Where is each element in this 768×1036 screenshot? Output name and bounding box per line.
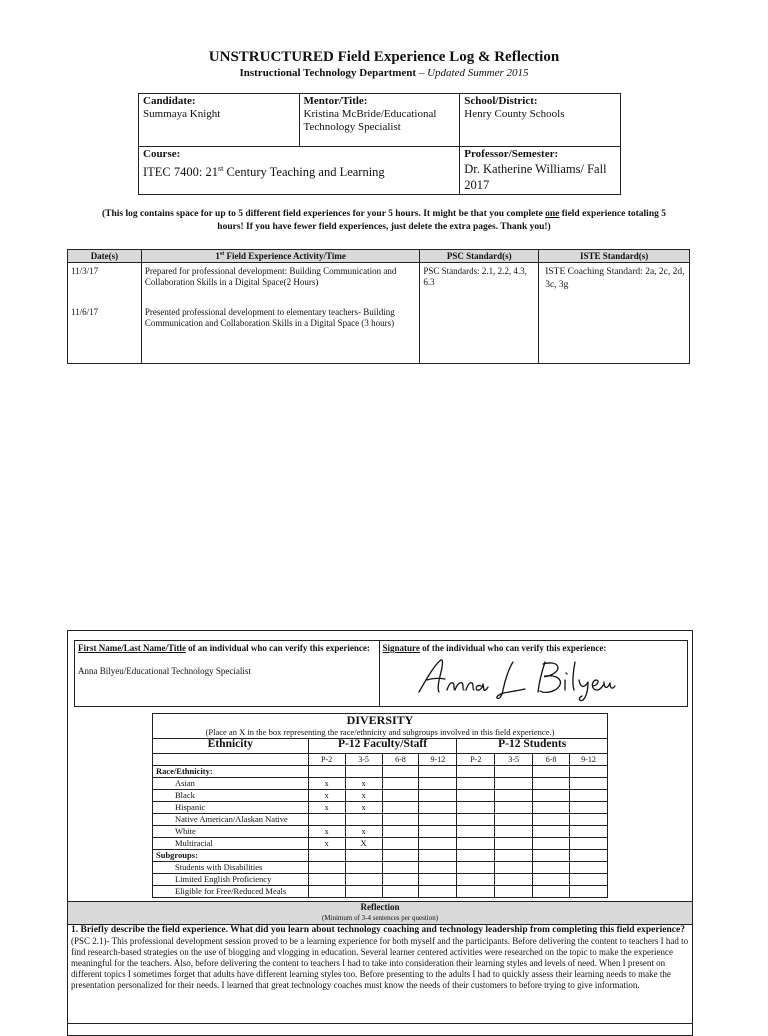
diversity-mark [533, 886, 570, 898]
diversity-mark [457, 874, 495, 886]
diversity-mark [533, 790, 570, 802]
diversity-mark [495, 862, 533, 874]
updated-date: Updated Summer 2015 [427, 67, 529, 79]
verifier-name-label [78, 643, 370, 653]
field-experience-log-table [67, 249, 690, 364]
reflection-subtitle: (Minimum of 3-4 sentences per question) [321, 914, 439, 922]
race-label: Black [153, 790, 309, 802]
page-title: UNSTRUCTURED Field Experience Log & Reflection [208, 49, 560, 65]
diversity-mark [495, 826, 533, 838]
subgroup-row [153, 862, 608, 874]
diversity-mark [382, 862, 419, 874]
course-cell [139, 147, 460, 195]
candidate-cell [139, 94, 300, 147]
course-label: Course: [143, 148, 181, 160]
psc-standards: PSC Standards: 2.1, 2.2, 4.3, 6.3 [420, 263, 539, 364]
race-label: Multiracial [153, 838, 309, 850]
school-label: School/District: [464, 95, 538, 107]
diversity-mark [495, 874, 533, 886]
course-code: ITEC 7400: 21 [143, 165, 218, 180]
race-row [153, 778, 608, 790]
race-row [153, 802, 608, 814]
diversity-mark [382, 814, 419, 826]
diversity-mark [382, 778, 419, 790]
diversity-mark [419, 790, 457, 802]
diversity-mark [495, 790, 533, 802]
activities-cell [141, 263, 419, 364]
candidate-info-table [138, 93, 621, 195]
page-subtitle [0, 67, 768, 79]
race-label: White [153, 826, 309, 838]
dates-cell [68, 263, 142, 364]
subgroup-label: Limited English Proficiency [153, 874, 309, 886]
signature-label [383, 643, 607, 653]
grade-label: 9-12 [419, 754, 457, 766]
note-part-2: field experience totaling 5 hours! If you have fewer field experiences, just delete the extra pages. Thank you!) [217, 209, 666, 232]
diversity-mark [345, 886, 382, 898]
diversity-mark [533, 802, 570, 814]
verification-table [74, 640, 688, 707]
diversity-mark [495, 778, 533, 790]
signature-cell [379, 641, 687, 707]
diversity-mark [308, 874, 345, 886]
diversity-mark [419, 778, 457, 790]
diversity-instruction: (Place an X in the box representing the race/ethnicity and subgroups involved in this field experience.) [205, 727, 555, 737]
diversity-mark [570, 802, 608, 814]
diversity-mark [570, 790, 608, 802]
grade-row-blank [153, 754, 309, 766]
signature-area [383, 654, 684, 704]
handwritten-signature [417, 656, 617, 702]
grade-label: 9-12 [570, 754, 608, 766]
verifier-name: Anna Bilyeu/Educational Technology Specialist [78, 666, 251, 676]
diversity-mark [382, 838, 419, 850]
diversity-mark [382, 826, 419, 838]
race-label: Hispanic [153, 802, 309, 814]
course-sup: st [218, 164, 224, 173]
grade-label: P-2 [457, 754, 495, 766]
diversity-mark [382, 886, 419, 898]
iste-header: ISTE Standard(s) [539, 250, 690, 263]
note-underlined: one [545, 209, 560, 219]
grade-label: 3-5 [495, 754, 533, 766]
diversity-mark [419, 802, 457, 814]
diversity-mark [570, 838, 608, 850]
verifier-name-cell [75, 641, 380, 707]
race-row [153, 826, 608, 838]
professor-value: Dr. Katherine Williams/ Fall 2017 [464, 162, 607, 192]
reflection-body [68, 925, 693, 1036]
race-ethnicity-label: Race/Ethnicity: [153, 766, 309, 778]
candidate-value: Summaya Knight [143, 108, 221, 120]
date-1: 11/3/17 [71, 266, 99, 276]
subgroup-label: Eligible for Free/Reduced Meals [153, 886, 309, 898]
diversity-mark [495, 886, 533, 898]
diversity-mark [308, 814, 345, 826]
diversity-title: DIVERSITY [346, 713, 414, 727]
activity-header-text: Field Experience Activity/Time [224, 251, 346, 261]
subgroup-row [153, 886, 608, 898]
race-row [153, 814, 608, 826]
race-row [153, 790, 608, 802]
diversity-mark [570, 886, 608, 898]
verifier-name-label-u: First Name/Last Name/Title [78, 643, 186, 653]
diversity-mark: x [308, 802, 345, 814]
diversity-mark [533, 874, 570, 886]
race-label: Native American/Alaskan Native [153, 814, 309, 826]
diversity-mark [382, 802, 419, 814]
mentor-cell [299, 94, 460, 147]
department-name: Instructional Technology Department [239, 67, 417, 79]
diversity-mark [570, 874, 608, 886]
diversity-mark: x [345, 802, 382, 814]
diversity-mark [495, 814, 533, 826]
reflection-title: Reflection [360, 902, 400, 912]
diversity-mark [457, 790, 495, 802]
activity-header [141, 250, 419, 263]
diversity-mark [495, 802, 533, 814]
diversity-mark [419, 838, 457, 850]
instructions-note [100, 208, 668, 234]
diversity-mark: x [308, 790, 345, 802]
diversity-heading [153, 714, 608, 739]
diversity-mark [308, 886, 345, 898]
race-label: Asian [153, 778, 309, 790]
diversity-mark [382, 874, 419, 886]
diversity-mark [570, 862, 608, 874]
diversity-mark: x [345, 790, 382, 802]
subtitle-dash: – [416, 67, 428, 79]
diversity-mark: x [308, 826, 345, 838]
diversity-mark [570, 778, 608, 790]
diversity-mark [457, 826, 495, 838]
note-part-1: (This log contains space for up to 5 different field experiences for your 5 hours. It might be that you complete [102, 209, 546, 219]
reflection-question: 1. Briefly describe the field experience. What did you learn about technology coaching and technology leadership from completing this field experience? [71, 925, 685, 935]
mentor-value: Kristina McBride/Educational Technology Specialist [303, 108, 437, 133]
faculty-header: P-12 Faculty/Staff [308, 739, 457, 754]
diversity-mark: x [308, 838, 345, 850]
activity-header-num: 1 [215, 251, 220, 261]
diversity-mark [345, 874, 382, 886]
diversity-mark [457, 886, 495, 898]
diversity-mark [457, 862, 495, 874]
race-row [153, 838, 608, 850]
reflection-header [68, 902, 693, 925]
diversity-mark [345, 814, 382, 826]
reflection-table [67, 901, 693, 1036]
school-value: Henry County Schools [464, 108, 565, 120]
date-header: Date(s) [68, 250, 142, 263]
diversity-mark [419, 862, 457, 874]
students-header: P-12 Students [457, 739, 608, 754]
grade-label: P-2 [308, 754, 345, 766]
diversity-mark: x [345, 826, 382, 838]
ethnicity-header: Ethnicity [153, 739, 309, 754]
diversity-mark [570, 826, 608, 838]
professor-label: Professor/Semester: [464, 148, 559, 160]
diversity-mark [533, 826, 570, 838]
diversity-mark [457, 778, 495, 790]
diversity-mark [533, 838, 570, 850]
diversity-mark [419, 814, 457, 826]
grade-label: 6-8 [382, 754, 419, 766]
diversity-mark [533, 814, 570, 826]
diversity-mark [495, 838, 533, 850]
subgroups-label: Subgroups: [153, 850, 309, 862]
professor-cell [460, 147, 621, 195]
diversity-mark [419, 826, 457, 838]
school-cell [460, 94, 621, 147]
subgroup-row [153, 874, 608, 886]
diversity-mark [533, 862, 570, 874]
date-2: 11/6/17 [71, 307, 99, 317]
diversity-mark [457, 802, 495, 814]
diversity-mark: x [345, 778, 382, 790]
activity-header-sup: st [219, 251, 225, 257]
diversity-table [152, 713, 608, 898]
diversity-mark [457, 838, 495, 850]
diversity-mark [533, 778, 570, 790]
signature-label-u: Signature [382, 643, 420, 653]
subgroup-label: Students with Disabilities [153, 862, 309, 874]
diversity-mark [382, 790, 419, 802]
grade-label: 3-5 [345, 754, 382, 766]
activity-2: Presented professional development to elementary teachers- Building Communication and Collaboration Skills in a Digital Space (3 hours) [144, 307, 395, 328]
activity-1: Prepared for professional development: Building Communication and Collaboration Skills in a Digital Space(2 Hours) [144, 266, 397, 287]
course-title: Century Teaching and Learning [223, 165, 385, 180]
verifier-name-label-rest: of an individual who can verify this experience: [185, 643, 370, 653]
mentor-label: Mentor/Title: [303, 95, 368, 107]
diversity-mark: X [345, 838, 382, 850]
iste-standards: ISTE Coaching Standard: 2a, 2c, 2d, 3c, 3g [539, 263, 690, 364]
diversity-mark [308, 862, 345, 874]
diversity-mark [419, 886, 457, 898]
course-value [143, 165, 385, 179]
grade-label: 6-8 [533, 754, 570, 766]
signature-label-rest: of the individual who can verify this experience: [419, 643, 607, 653]
diversity-mark [345, 862, 382, 874]
diversity-mark [457, 814, 495, 826]
candidate-label: Candidate: [143, 95, 196, 107]
reflection-answer: (PSC 2.1)- This professional development session proved to be a learning experience for both myself and the participants. Before delivering the content to teachers I had to find research-based strategies on the use of blogging and vlogging in education. Several learner centered activities were researched on the topic to make the experience meaningful for the teachers. Also, before delivering the content to teachers I had to take into consideration their learning styles and levels of need. When I present on different topics I sometimes forget that adults have different learning styles too. Before presenting to the adults I had to quickly assess their learning needs to make the presentation personalized for their needs. I learned that great technology coaches must know the needs of their customers to before trying to give information. [71, 936, 689, 990]
psc-header: PSC Standard(s) [420, 250, 539, 263]
diversity-mark: x [308, 778, 345, 790]
diversity-mark [570, 814, 608, 826]
diversity-mark [419, 874, 457, 886]
